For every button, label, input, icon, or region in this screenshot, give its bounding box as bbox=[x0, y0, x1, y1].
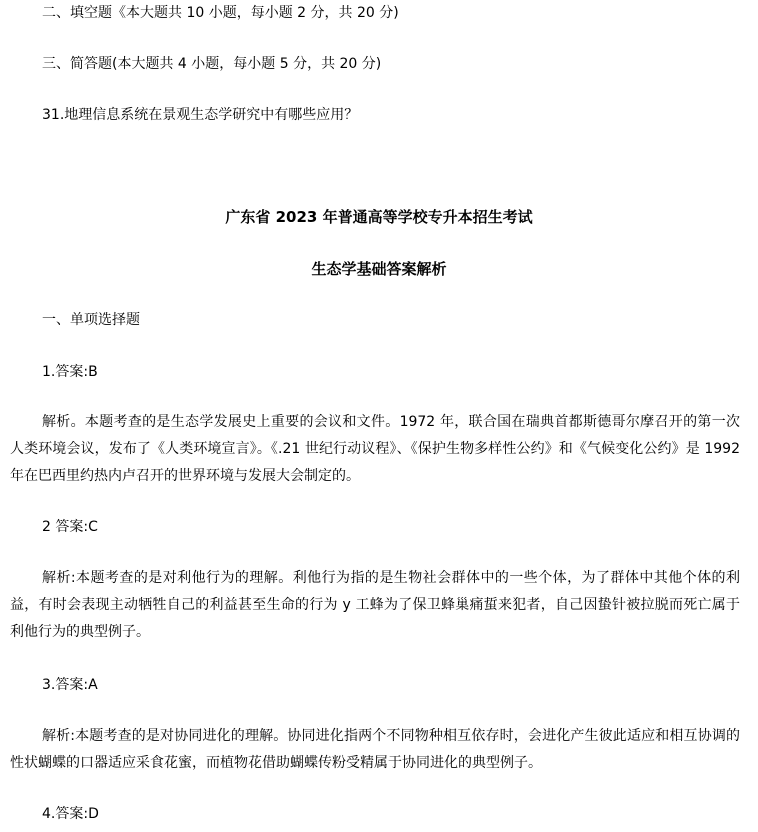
explanation-3: 解析:本题考查的是对协同进化的理解。协同进化指两个不同物种相互依存时，会进化产生彼此适应和相互协调的性状蝴蝶的口器适应采食花蜜，而植物花借助蝴蝶传粉受精属于协同进化的典型例子。 bbox=[10, 728, 740, 771]
document-subtitle: 生态学基础答案解析 bbox=[311, 260, 447, 278]
explanation-2: 解析:本题考查的是对利他行为的理解。利他行为指的是生物社会群体中的一些个体，为了群体中其他个体的利益，有时会表现主动牺牲自己的利益甚至生命的行为 y 工蜂为了保卫蜂巢痛蜇来犯者，自己因蛰针被拉脱而死亡属于利他行为的典型例子。 bbox=[10, 570, 740, 640]
explanation-1: 解析。本题考查的是生态学发展史上重要的会议和文件。1972 年，联合国在瑞典首都斯德哥尔摩召开的第一次人类环境会议，发布了《人类环境宣言》。《.21 世纪行动议程》、《保护生物多样性公约》和《气候变化公约》是 1992 年在巴西里约热内卢召开的世界环境与发展大会制定的。 bbox=[10, 414, 740, 484]
question-31: 31.地理信息系统在景观生态学研究中有哪些应用？ bbox=[42, 107, 359, 123]
document-title: 广东省 2023 年普通高等学校专升本招生考试 bbox=[225, 208, 533, 226]
answer-3: 3.答案:A bbox=[42, 677, 98, 693]
section-heading-short-answer: 三、简答题(本大题共 4 小题，每小题 5 分，共 20 分) bbox=[42, 56, 382, 72]
section-heading-single-choice: 一、单项选择题 bbox=[42, 312, 140, 328]
section-heading-fill-in: 二、填空题《本大题共 10 小题，每小题 2 分，共 20 分) bbox=[42, 5, 399, 21]
answer-4: 4.答案:D bbox=[42, 806, 99, 822]
answer-2: 2 答案:C bbox=[42, 519, 98, 535]
answer-1: 1.答案:B bbox=[42, 364, 98, 380]
